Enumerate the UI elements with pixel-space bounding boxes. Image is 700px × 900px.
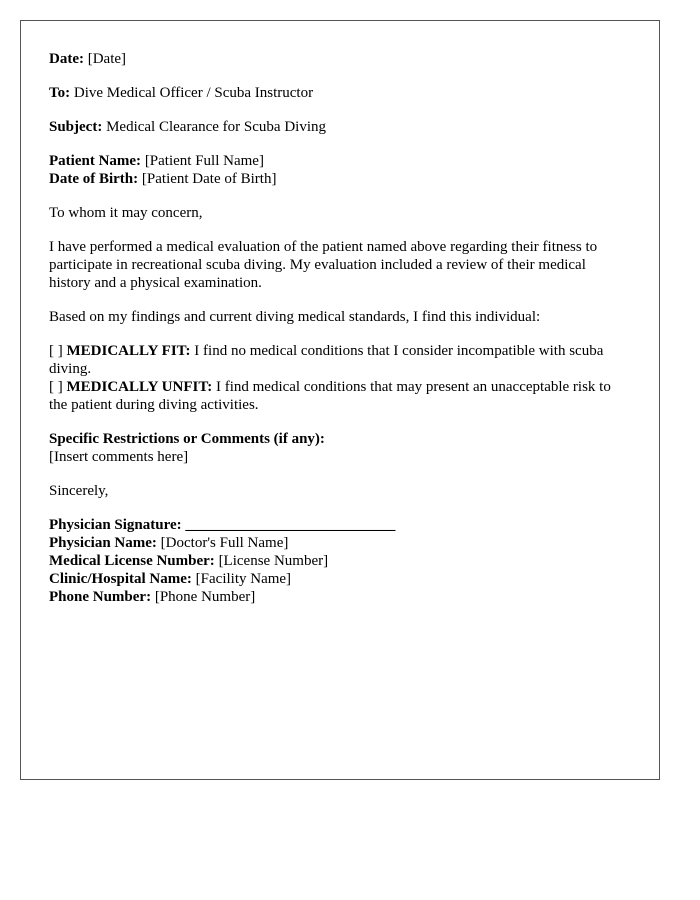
physician-block xyxy=(49,516,631,606)
findings-paragraph: Based on my findings and current diving medical standards, I find this individual: xyxy=(49,309,541,325)
date-label: Date: xyxy=(49,51,84,67)
patient-name-label: Patient Name: xyxy=(49,153,142,169)
date-value: [Date] xyxy=(87,51,127,67)
closing: Sincerely, xyxy=(49,483,109,499)
subject-value: Medical Clearance for Scuba Diving xyxy=(106,119,326,135)
unfit-text: I find medical conditions that may present an unacceptable risk to the patient during diving activities. xyxy=(49,379,611,413)
restrictions-label: Specific Restrictions or Comments (if any): xyxy=(49,431,325,447)
dob-line xyxy=(49,170,631,188)
patient-name-line xyxy=(49,152,631,170)
evaluation-paragraph: I have performed a medical evaluation of the patient named above regarding their fitness to participate in recreational scuba diving. My evaluation included a review of their medical history and a physical examination. xyxy=(49,239,598,291)
fit-checkbox: [ ] xyxy=(49,343,63,359)
to-line xyxy=(49,84,631,102)
fit-label: MEDICALLY FIT: xyxy=(66,343,191,359)
patient-name-value: [Patient Full Name] xyxy=(144,153,264,169)
unfit-option xyxy=(49,378,631,414)
physician-name-line xyxy=(49,534,631,552)
unfit-label: MEDICALLY UNFIT: xyxy=(66,379,213,395)
physician-name-label: Physician Name: xyxy=(49,535,157,551)
patient-info xyxy=(49,152,631,188)
to-value: Dive Medical Officer / Scuba Instructor xyxy=(73,85,314,101)
phone-line xyxy=(49,588,631,606)
restrictions-section xyxy=(49,430,631,466)
fit-option xyxy=(49,342,631,378)
license-label: Medical License Number: xyxy=(49,553,215,569)
subject-line xyxy=(49,118,631,136)
phone-value: [Phone Number] xyxy=(154,589,256,605)
dob-label: Date of Birth: xyxy=(49,171,139,187)
clinic-value: [Facility Name] xyxy=(195,571,292,587)
dob-value: [Patient Date of Birth] xyxy=(141,171,277,187)
salutation: To whom it may concern, xyxy=(49,205,203,221)
subject-label: Subject: xyxy=(49,119,103,135)
fitness-options xyxy=(49,342,631,414)
signature-blank: ____________________________ xyxy=(185,517,396,533)
fit-text: I find no medical conditions that I consider incompatible with scuba diving. xyxy=(49,343,604,377)
license-line xyxy=(49,552,631,570)
phone-label: Phone Number: xyxy=(49,589,152,605)
to-label: To: xyxy=(49,85,71,101)
clinic-label: Clinic/Hospital Name: xyxy=(49,571,192,587)
unfit-checkbox: [ ] xyxy=(49,379,63,395)
physician-name-value: [Doctor's Full Name] xyxy=(160,535,289,551)
signature-label: Physician Signature: xyxy=(49,517,182,533)
clinic-line xyxy=(49,570,631,588)
license-value: [License Number] xyxy=(218,553,329,569)
signature-line xyxy=(49,516,631,534)
restrictions-value: [Insert comments here] xyxy=(49,449,189,465)
medical-clearance-letter xyxy=(20,20,660,780)
date-line xyxy=(49,50,631,68)
